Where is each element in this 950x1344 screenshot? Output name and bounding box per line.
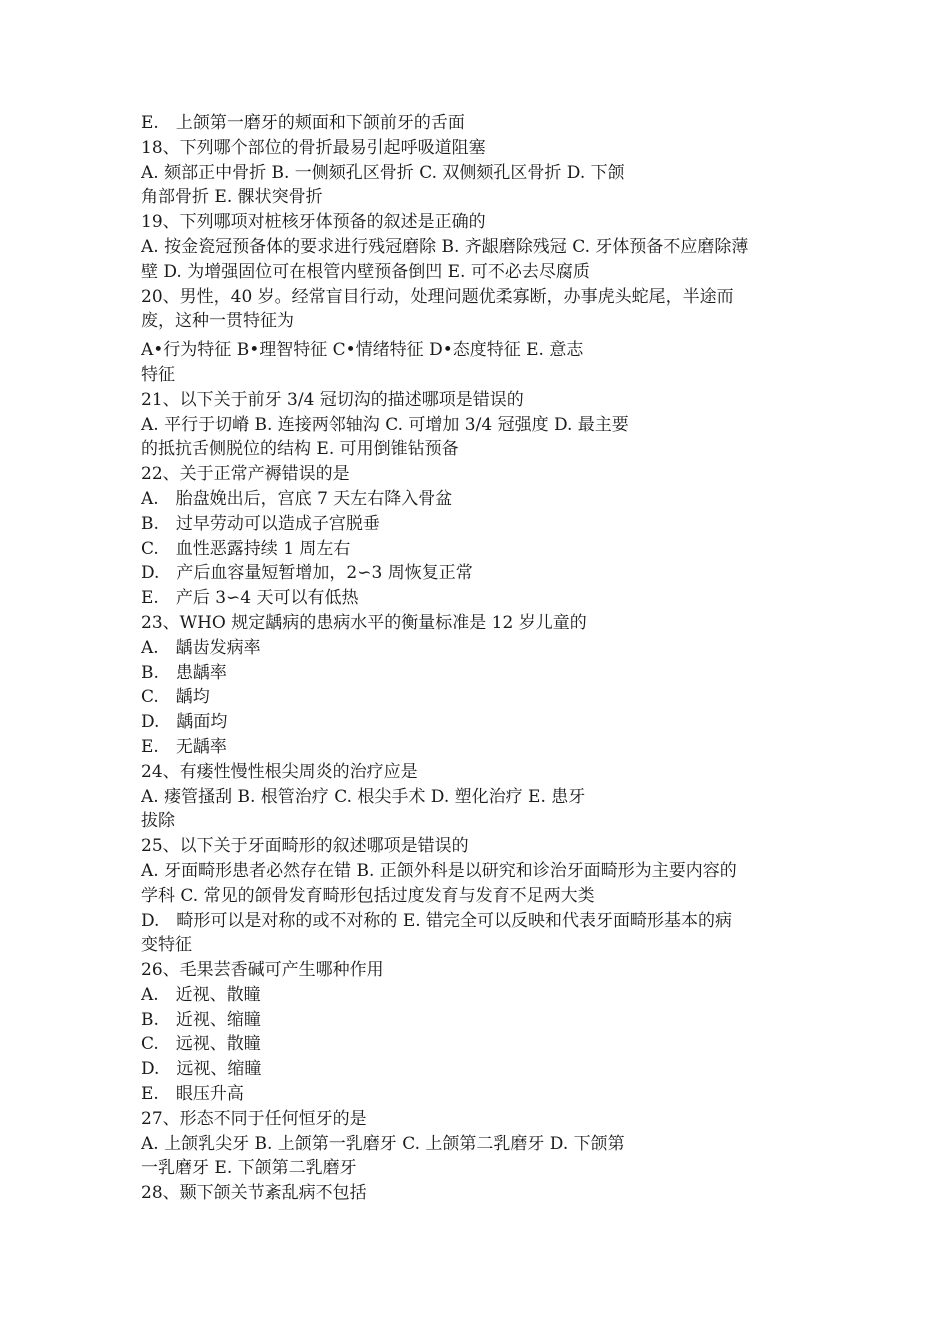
text-line: A. 牙面畸形患者必然存在错 B. 正颌外科是以研究和诊治牙面畸形为主要内容的 xyxy=(141,860,737,881)
text-line: 的抵抗舌侧脱位的结构 E. 可用倒锥钻预备 xyxy=(141,439,459,460)
text-line: E. 眼压升高 xyxy=(141,1084,244,1105)
text-line: B. 近视、缩瞳 xyxy=(141,1009,261,1030)
question-20: 20、男性，40 岁。经常盲目行动，处理问题优柔寡断，办事虎头蛇尾，半途而 xyxy=(141,286,734,307)
text-line: 角部骨折 E. 髁状突骨折 xyxy=(141,187,323,208)
text-line: 变特征 xyxy=(141,935,192,956)
question-22: 22、关于正常产褥错误的是 xyxy=(141,464,350,485)
text-line: C. 龋均 xyxy=(141,687,210,708)
text-line: A. 近视、散瞳 xyxy=(141,984,261,1005)
text-line: A•行为特征 B•理智特征 C•情绪特征 D•态度特征 E. 意志 xyxy=(141,340,584,361)
text-line: 一乳磨牙 E. 下颌第二乳磨牙 xyxy=(141,1158,357,1179)
question-23: 23、WHO 规定龋病的患病水平的衡量标准是 12 岁儿童的 xyxy=(141,612,587,633)
text-line: E. 上颌第一磨牙的颊面和下颌前牙的舌面 xyxy=(141,113,465,133)
question-26: 26、毛果芸香碱可产生哪种作用 xyxy=(141,960,384,981)
text-line: A. 按金瓷冠预备体的要求进行残冠磨除 B. 齐龈磨除残冠 C. 牙体预备不应磨除薄 xyxy=(141,236,749,257)
text-line: C. 血性恶露持续 1 周左右 xyxy=(141,538,351,559)
text-line: A. 龋齿发病率 xyxy=(141,637,261,658)
text-line: A. 瘘管搔刮 B. 根管治疗 C. 根尖手术 D. 塑化治疗 E. 患牙 xyxy=(141,786,586,807)
text-line: E. 产后 3∽4 天可以有低热 xyxy=(141,588,359,609)
text-line: A. 上颌乳尖牙 B. 上颌第一乳磨牙 C. 上颌第二乳磨牙 D. 下颌第 xyxy=(141,1133,625,1154)
text-line: D. 龋面均 xyxy=(141,712,228,733)
question-25: 25、以下关于牙面畸形的叙述哪项是错误的 xyxy=(141,836,469,857)
question-18: 18、下列哪个部位的骨折最易引起呼吸道阻塞 xyxy=(141,137,486,158)
document-text-body xyxy=(141,111,821,1206)
question-19: 19、下列哪项对桩核牙体预备的叙述是正确的 xyxy=(141,212,486,233)
text-line: C. 远视、散瞳 xyxy=(141,1034,261,1055)
text-line: D. 远视、缩瞳 xyxy=(141,1059,262,1080)
question-21: 21、以下关于前牙 3/4 冠切沟的描述哪项是错误的 xyxy=(141,389,524,410)
question-28: 28、颞下颌关节紊乱病不包括 xyxy=(141,1183,367,1204)
text-line: B. 患龋率 xyxy=(141,662,227,683)
question-24: 24、有瘘性慢性根尖周炎的治疗应是 xyxy=(141,761,418,782)
text-line: 壁 D. 为增强固位可在根管内壁预备倒凹 E. 可不必去尽腐质 xyxy=(141,261,590,282)
text-line: D. 畸形可以是对称的或不对称的 E. 错完全可以反映和代表牙面畸形基本的病 xyxy=(141,910,733,931)
text-line: 特征 xyxy=(141,364,175,385)
text-line: A. 颏部正中骨折 B. 一侧颏孔区骨折 C. 双侧颏孔区骨折 D. 下颌 xyxy=(141,162,625,183)
text-line: A. 胎盘娩出后，宫底 7 天左右降入骨盆 xyxy=(141,488,453,509)
text-line: D. 产后血容量短暂增加，2∽3 周恢复正常 xyxy=(141,563,473,584)
text-line: 拔除 xyxy=(141,811,175,832)
question-27: 27、形态不同于任何恒牙的是 xyxy=(141,1108,367,1129)
text-line: B. 过早劳动可以造成子宫脱垂 xyxy=(141,513,380,534)
text-line: 废，这种一贯特征为 xyxy=(141,311,294,332)
text-line: A. 平行于切嵴 B. 连接两邻轴沟 C. 可增加 3/4 冠强度 D. 最主要 xyxy=(141,414,629,435)
text-line: 学科 C. 常见的颌骨发育畸形包括过度发育与发育不足两大类 xyxy=(141,885,595,906)
text-line: E. 无龋率 xyxy=(141,736,227,757)
